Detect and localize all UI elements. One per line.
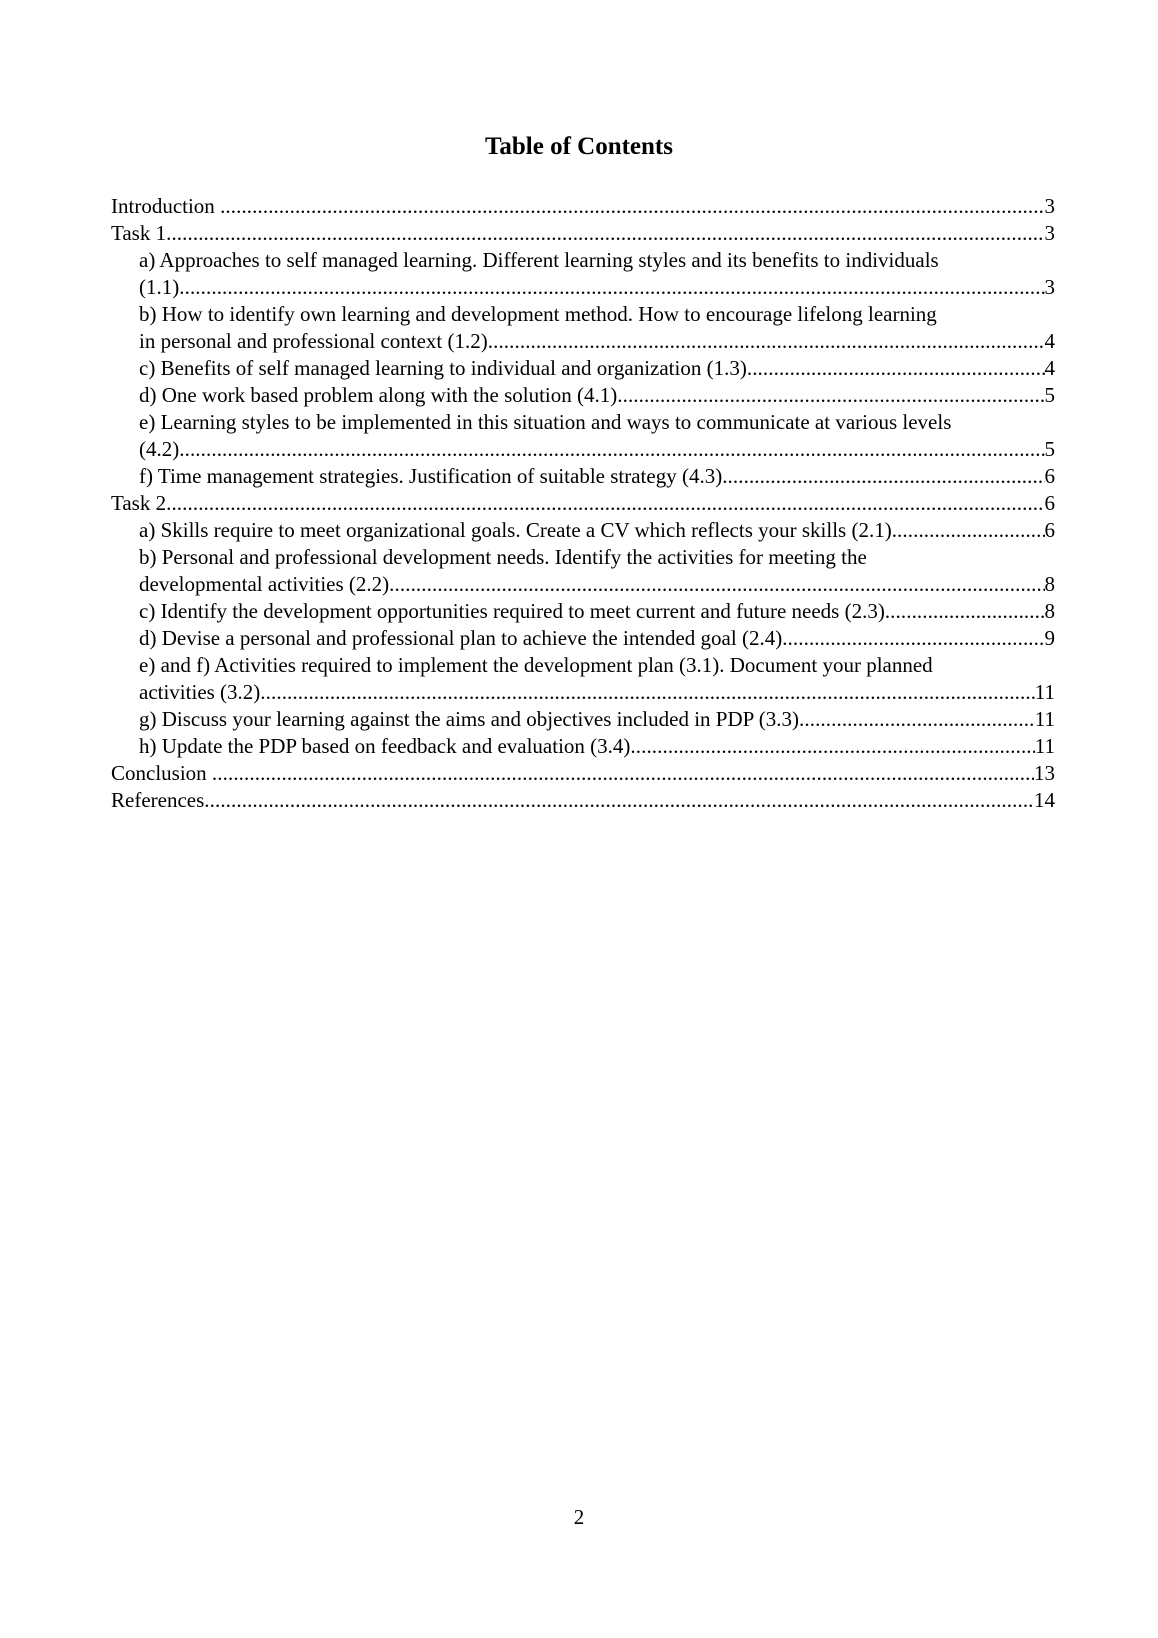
toc-dot-leader: [885, 598, 1045, 625]
toc-entry-line: [111, 760, 1055, 787]
toc-entry-text: in personal and professional context (1.2): [139, 329, 488, 353]
toc-entry-line: [139, 301, 1055, 328]
toc-entry[interactable]: [111, 652, 1055, 706]
toc-page-number: 3: [1044, 275, 1055, 299]
toc-entry-text: h) Update the PDP based on feedback and evaluation (3.4): [139, 734, 631, 758]
toc-page-number: 9: [1044, 626, 1055, 650]
toc-entry-line: [139, 382, 1055, 409]
toc-entry[interactable]: [111, 490, 1055, 517]
toc-entry-line: [111, 193, 1055, 220]
toc-entry-text: a) Approaches to self managed learning. Different learning styles and its benefits to individuals: [139, 248, 939, 272]
toc-entry-line: [139, 679, 1055, 706]
toc-page-number: 11: [1034, 680, 1055, 704]
toc-entry-text: d) One work based problem along with the solution (4.1): [139, 383, 618, 407]
toc-entry[interactable]: [111, 598, 1055, 625]
toc-entry-text: f) Time management strategies. Justification of suitable strategy (4.3): [139, 464, 723, 488]
toc-entry-text: (4.2): [139, 437, 180, 461]
toc-entry-line: [139, 733, 1055, 760]
toc-title: Table of Contents: [485, 133, 673, 160]
toc-dot-leader: [260, 679, 1034, 706]
toc-entry-text: b) How to identify own learning and development method. How to encourage lifelong learning: [139, 302, 937, 326]
toc-entry-text: Task 2: [111, 491, 167, 515]
toc-entry[interactable]: [111, 733, 1055, 760]
toc-entry-text: e) Learning styles to be implemented in this situation and ways to communicate at various levels: [139, 410, 952, 434]
toc-entry[interactable]: [111, 409, 1055, 463]
toc-dot-leader: [220, 193, 1044, 220]
toc-entry[interactable]: [111, 760, 1055, 787]
toc-entry-text: References: [111, 788, 205, 812]
toc-dot-leader: [747, 355, 1045, 382]
toc-page-number: 13: [1034, 761, 1055, 785]
toc-dot-leader: [617, 382, 1044, 409]
toc-entry[interactable]: [111, 382, 1055, 409]
toc-entry[interactable]: [111, 247, 1055, 301]
toc-dot-leader: [782, 625, 1044, 652]
toc-entry[interactable]: [111, 463, 1055, 490]
toc-entry[interactable]: [111, 544, 1055, 598]
toc-dot-leader: [179, 274, 1044, 301]
toc-dot-leader: [204, 787, 1034, 814]
toc-entry-line: [139, 355, 1055, 382]
toc-entry-line: [111, 490, 1055, 517]
toc-entry-line: [139, 652, 1055, 679]
toc-entry-line: [139, 598, 1055, 625]
toc-dot-leader: [166, 490, 1044, 517]
toc-page-number: 8: [1044, 572, 1055, 596]
toc-entry[interactable]: [111, 193, 1055, 220]
toc-dot-leader: [630, 733, 1034, 760]
toc-dot-leader: [166, 220, 1044, 247]
toc-entry-line: [139, 517, 1055, 544]
toc-dot-leader: [179, 436, 1044, 463]
toc-page-number: 11: [1034, 734, 1055, 758]
toc-entry-text: (1.1): [139, 275, 180, 299]
toc-entry-text: b) Personal and professional development needs. Identify the activities for meeting the: [139, 545, 867, 569]
toc-list: [111, 193, 1055, 814]
toc-page-number: 8: [1044, 599, 1055, 623]
toc-entry-line: [139, 328, 1055, 355]
toc-entry-line: [111, 220, 1055, 247]
toc-dot-leader: [799, 706, 1035, 733]
toc-entry-text: e) and f) Activities required to implement the development plan (3.1). Document your planned: [139, 653, 933, 677]
toc-page-number: 4: [1044, 356, 1055, 380]
toc-page-number: 14: [1034, 788, 1055, 812]
toc-entry-line: [139, 625, 1055, 652]
toc-entry-line: [139, 463, 1055, 490]
toc-dot-leader: [488, 328, 1045, 355]
toc-entry-text: c) Benefits of self managed learning to individual and organization (1.3): [139, 356, 747, 380]
toc-entry-text: a) Skills require to meet organizational goals. Create a CV which reflects your skills (2.1): [139, 518, 892, 542]
toc-entry-line: [139, 571, 1055, 598]
toc-entry-line: [111, 787, 1055, 814]
toc-entry-line: [139, 436, 1055, 463]
toc-entry-text: Task 1: [111, 221, 167, 245]
toc-page-number: 3: [1044, 221, 1055, 245]
toc-page-number: 3: [1044, 194, 1055, 218]
toc-dot-leader: [212, 760, 1034, 787]
toc-entry[interactable]: [111, 355, 1055, 382]
toc-entry[interactable]: [111, 706, 1055, 733]
toc-dot-leader: [892, 517, 1045, 544]
toc-entry-text: activities (3.2): [139, 680, 261, 704]
toc-entry-text: Conclusion: [111, 761, 212, 785]
toc-entry-text: Introduction: [111, 194, 221, 218]
toc-entry-text: c) Identify the development opportunities required to meet current and future needs (2.3): [139, 599, 885, 623]
toc-entry-line: [139, 544, 1055, 571]
toc-entry[interactable]: [111, 625, 1055, 652]
toc-page-number: 4: [1044, 329, 1055, 353]
toc-entry[interactable]: [111, 517, 1055, 544]
toc-page-number: 5: [1044, 383, 1055, 407]
toc-entry[interactable]: [111, 787, 1055, 814]
toc-page-number: 5: [1044, 437, 1055, 461]
toc-entry-line: [139, 409, 1055, 436]
page-number: 2: [573, 1505, 585, 1529]
toc-dot-leader: [389, 571, 1044, 598]
toc-page-number: 11: [1034, 707, 1055, 731]
toc-entry-text: g) Discuss your learning against the aims and objectives included in PDP (3.3): [139, 707, 800, 731]
toc-entry-line: [139, 706, 1055, 733]
toc-entry-line: [139, 274, 1055, 301]
toc-page-number: 6: [1044, 491, 1055, 515]
toc-entry[interactable]: [111, 301, 1055, 355]
toc-entry[interactable]: [111, 220, 1055, 247]
toc-entry-text: developmental activities (2.2): [139, 572, 390, 596]
toc-page-number: 6: [1044, 464, 1055, 488]
toc-dot-leader: [722, 463, 1044, 490]
toc-page-number: 6: [1044, 518, 1055, 542]
toc-entry-line: [139, 247, 1055, 274]
toc-entry-text: d) Devise a personal and professional plan to achieve the intended goal (2.4): [139, 626, 783, 650]
